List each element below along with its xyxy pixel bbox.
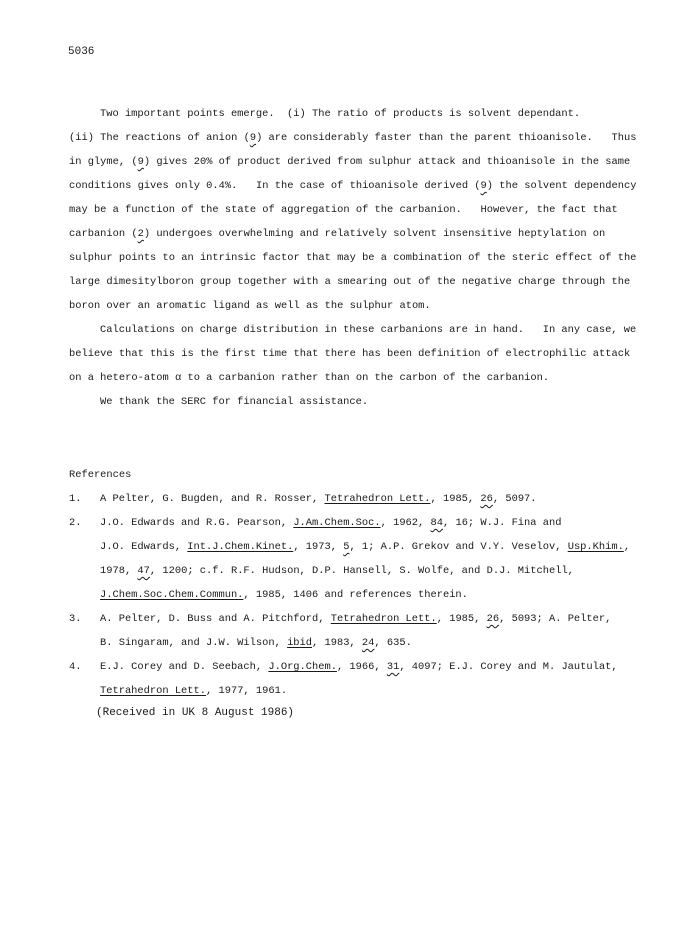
body-line: Calculations on charge distribution in these carbanions are in hand. In any case, we [100, 324, 637, 336]
ref-number: 3. [69, 613, 82, 625]
body-line: in glyme, (9) gives 20% of product derived from sulphur attack and thioanisole in the same [69, 156, 631, 168]
body-line: believe that this is the first time that there has been definition of electrophilic attack [69, 348, 631, 360]
received-date: (Received in UK 8 August 1986) [96, 707, 295, 719]
ref-line: A Pelter, G. Bugden, and R. Rosser, Tetrahedron Lett., 1985, 26, 5097. [100, 493, 537, 505]
ref-line: J.O. Edwards and R.G. Pearson, J.Am.Chem.Soc., 1962, 84, 16; W.J. Fina and [100, 517, 562, 529]
ref-number: 4. [69, 661, 82, 673]
ref-number: 2. [69, 517, 82, 529]
body-line: boron over an aromatic ligand as well as the sulphur atom. [69, 300, 431, 312]
ref-line: 1978, 47, 1200; c.f. R.F. Hudson, D.P. Hansell, S. Wolfe, and D.J. Mitchell, [100, 565, 574, 577]
body-line: conditions gives only 0.4%. In the case of thioanisole derived (9) the solvent dependency [69, 180, 637, 192]
page-number: 5036 [68, 46, 95, 58]
references-heading: References [69, 469, 132, 481]
ref-line: J.O. Edwards, Int.J.Chem.Kinet., 1973, 5, 1; A.P. Grekov and V.Y. Veselov, Usp.Khim., [100, 541, 631, 553]
ref-line: E.J. Corey and D. Seebach, J.Org.Chem., 1966, 31, 4097; E.J. Corey and M. Jautulat, [100, 661, 618, 673]
body-line: sulphur points to an intrinsic factor that may be a combination of the steric effect of the [69, 252, 637, 264]
ref-line: Tetrahedron Lett., 1977, 1961. [100, 685, 288, 697]
body-line: (ii) The reactions of anion (9) are considerably faster than the parent thioanisole. Thus [69, 132, 637, 144]
ref-line: A. Pelter, D. Buss and A. Pitchford, Tetrahedron Lett., 1985, 26, 5093; A. Pelter, [100, 613, 612, 625]
body-line: large dimesitylboron group together with a smearing out of the negative charge through the [69, 276, 631, 288]
body-line: on a hetero-atom α to a carbanion rather than on the carbon of the carbanion. [69, 372, 550, 384]
ref-number: 1. [69, 493, 82, 505]
ref-line: B. Singaram, and J.W. Wilson, ibid, 1983, 24, 635. [100, 637, 412, 649]
body-line: Two important points emerge. (i) The ratio of products is solvent dependant. [100, 108, 581, 120]
ref-line: J.Chem.Soc.Chem.Commun., 1985, 1406 and references therein. [100, 589, 468, 601]
body-line: may be a function of the state of aggregation of the carbanion. However, the fact that [69, 204, 618, 216]
acknowledgement: We thank the SERC for financial assistance. [100, 396, 369, 408]
body-line: carbanion (2) undergoes overwhelming and relatively solvent insensitive heptylation on [69, 228, 606, 240]
